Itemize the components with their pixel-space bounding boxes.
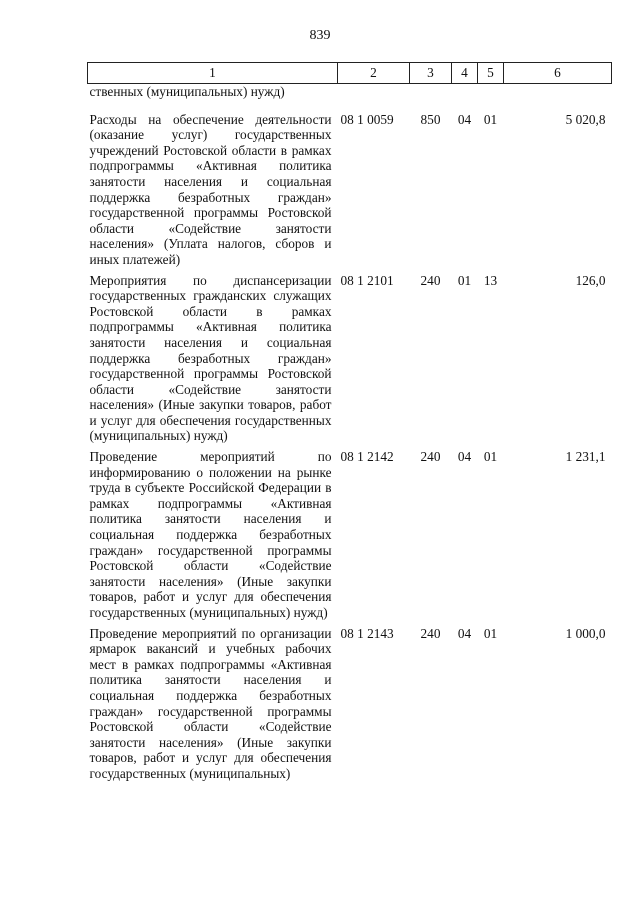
table-row-continuation — [88, 84, 612, 110]
header-col-1: 1 — [88, 63, 338, 84]
table-header — [88, 63, 612, 84]
page-number: 839 — [309, 28, 331, 43]
table-row — [88, 447, 612, 624]
budget-table — [87, 62, 612, 785]
row-description: Расходы на обеспечение деятельности (оказание услуг) государственных учреждений Ростовской области в рамках подпрограммы «Активная политика занятости населения и социальная поддержка безработных граждан» государственной программы Ростовской области «Содействие занятости населения» (Уплата налогов, сборов и иных платежей) — [89, 111, 332, 267]
header-col-5: 5 — [478, 63, 504, 84]
row-expense-type: 240 — [420, 272, 441, 288]
row-amount: 5 020,8 — [565, 111, 606, 127]
header-col-3: 3 — [410, 63, 452, 84]
row-subsection: 01 — [483, 111, 498, 127]
row-amount: 1 231,1 — [565, 449, 606, 465]
table-row — [88, 624, 612, 785]
row-section: 04 — [457, 625, 472, 641]
table-row — [88, 271, 612, 448]
header-col-6: 6 — [504, 63, 612, 84]
row-section: 01 — [457, 272, 472, 288]
row-expense-type: 240 — [420, 625, 441, 641]
row-description: Мероприятия по диспансеризации государственных гражданских служащих Ростовской области в рамках подпрограммы «Активная политика занятости населения и социальная поддержка безработных граждан» государственной программы Ростовской области «Содействие занятости населения» (Иные закупки товаров, работ и услуг для обеспечения государственных (муниципальных) нужд) — [89, 272, 332, 444]
row-target-article: 08 1 2142 — [340, 449, 394, 465]
row-target-article: 08 1 2101 — [340, 272, 394, 288]
row-target-article: 08 1 2143 — [340, 625, 394, 641]
row-description: Проведение мероприятий по организации ярмарок вакансий и учебных рабочих мест в рамках подпрограммы «Активная политика занятости населения и социальная поддержка безработных граждан» государственной программы Ростовской области «Содействие занятости населения» (Иные закупки товаров, работ и услуг для обеспечения государственных (муниципальных) — [89, 625, 332, 781]
row-target-article: 08 1 0059 — [340, 111, 394, 127]
row-amount: 1 000,0 — [565, 625, 606, 641]
row-subsection: 01 — [483, 449, 498, 465]
row-expense-type: 240 — [420, 449, 441, 465]
table-row — [88, 110, 612, 271]
row-amount: 126,0 — [575, 272, 606, 288]
header-col-2: 2 — [338, 63, 410, 84]
row-subsection: 13 — [483, 272, 498, 288]
continuation-text: ственных (муниципальных) нужд) — [89, 84, 285, 99]
row-section: 04 — [457, 449, 472, 465]
row-section: 04 — [457, 111, 472, 127]
row-description: Проведение мероприятий по информированию о положении на рынке труда в субъекте Российской Федерации в рамках подпрограммы «Активная политика занятости населения и социальная поддержка безработных граждан» государственной программы Ростовской области «Содействие занятости населения» (Иные закупки товаров, работ и услуг для обеспечения государственных (муниципальных) нужд) — [89, 449, 332, 620]
row-subsection: 01 — [483, 625, 498, 641]
header-col-4: 4 — [452, 63, 478, 84]
row-expense-type: 850 — [420, 111, 441, 127]
